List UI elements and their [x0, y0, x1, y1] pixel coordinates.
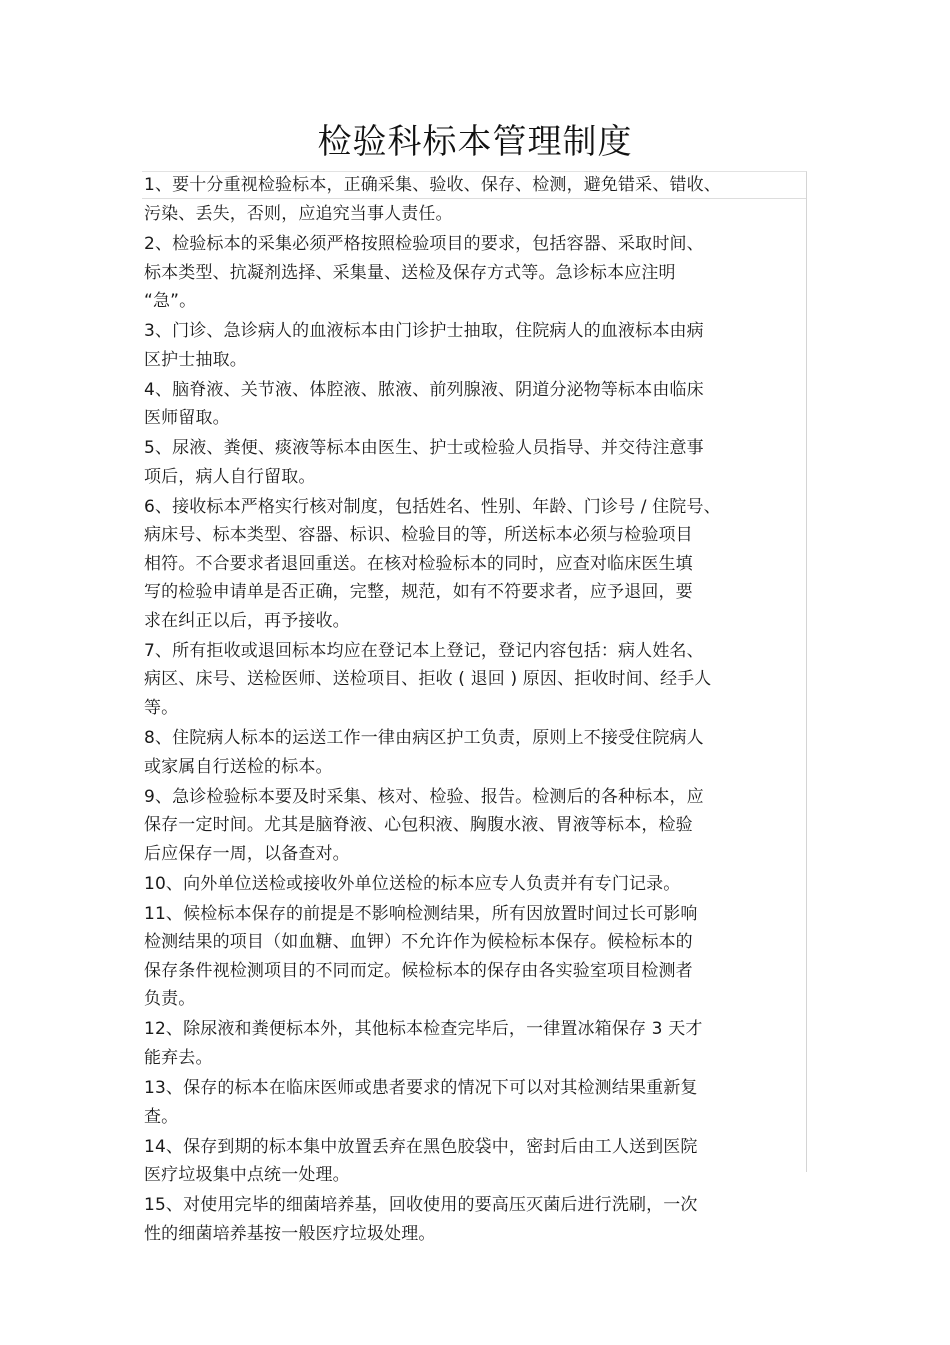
paragraph-line: 8、住院病人标本的运送工作一律由病区护工负责，原则上不接受住院病人 — [144, 728, 704, 749]
paragraph-2 — [144, 230, 804, 316]
paragraph-15 — [144, 1191, 804, 1248]
paragraph-line: 或家属自行送检的标本。 — [144, 756, 333, 777]
paragraph-line: 检测结果的项目（如血糖、血钾）不允许作为候检标本保存。候检标本的 — [144, 932, 693, 953]
paragraph-line: 污染、丢失，否则，应追究当事人责任。 — [144, 203, 453, 224]
paragraph-line: 后应保存一周，以备查对。 — [144, 843, 350, 864]
paragraph-11 — [144, 900, 804, 1014]
paragraph-line: 14、保存到期的标本集中放置丢弃在黑色胶袋中，密封后由工人送到医院 — [144, 1136, 698, 1157]
paragraph-line: 相符。不合要求者退回重送。在核对检验标本的同时，应查对临床医生填 — [144, 553, 693, 574]
paragraph-6 — [144, 493, 804, 636]
paragraph-line: 13、保存的标本在临床医师或患者要求的情况下可以对其检测结果重新复 — [144, 1078, 698, 1099]
paragraph-line: 区护士抽取。 — [144, 349, 247, 370]
paragraph-line: 10、向外单位送检或接收外单位送检的标本应专人负责并有专门记录。 — [144, 873, 681, 894]
paragraph-line: 3、门诊、急诊病人的血液标本由门诊护士抽取，住院病人的血液标本由病 — [144, 321, 704, 342]
paragraph-line: 11、候检标本保存的前提是不影响检测结果，所有因放置时间过长可影响 — [144, 903, 698, 924]
paragraph-line: 6、接收标本严格实行核对制度，包括姓名、性别、年龄、门诊号 / 住院号、 — [144, 496, 721, 517]
paragraph-4 — [144, 376, 804, 433]
paragraph-line: 求在纠正以后，再予接收。 — [144, 610, 350, 631]
paragraph-line: 7、所有拒收或退回标本均应在登记本上登记，登记内容包括：病人姓名、 — [144, 640, 704, 661]
paragraph-line: 12、除尿液和粪便标本外，其他标本检查完毕后，一律置冰箱保存 3 天才 — [144, 1019, 703, 1040]
paragraph-line: 4、脑脊液、关节液、体腔液、脓液、前列腺液、阴道分泌物等标本由临床 — [144, 379, 704, 400]
paragraph-8 — [144, 724, 804, 781]
paragraph-line: 1、要十分重视检验标本，正确采集、验收、保存、检测，避免错采、错收、 — [144, 175, 721, 195]
paragraph-line: 项后，病人自行留取。 — [144, 466, 316, 487]
paragraph-line: 2、检验标本的采集必须严格按照检验项目的要求，包括容器、采取时间、 — [144, 234, 704, 254]
paragraph-line: 医疗垃圾集中点统一处理。 — [144, 1165, 350, 1186]
paragraph-10 — [144, 870, 804, 899]
document-body — [144, 171, 804, 1248]
paragraph-line: 能弃去。 — [144, 1047, 213, 1068]
paragraph-line: 负责。 — [144, 989, 196, 1010]
paragraph-line: 查。 — [144, 1106, 179, 1127]
paragraph-5 — [144, 434, 804, 491]
paragraph-13 — [144, 1074, 804, 1131]
paragraph-line: 性的细菌培养基按一般医疗垃圾处理。 — [144, 1223, 436, 1244]
paragraph-line: “急”。 — [144, 291, 197, 311]
paragraph-line: 9、急诊检验标本要及时采集、核对、检验、报告。检测后的各种标本，应 — [144, 786, 704, 807]
paragraph-line: 等。 — [144, 697, 179, 718]
paragraph-9 — [144, 783, 804, 869]
paragraph-line: 保存条件视检测项目的不同而定。候检标本的保存由各实验室项目检测者 — [144, 960, 693, 981]
paragraph-12 — [144, 1015, 804, 1072]
paragraph-line: 保存一定时间。尤其是脑脊液、心包积液、胸腹水液、胃液等标本，检验 — [144, 815, 693, 836]
paragraph-line: 5、尿液、粪便、痰液等标本由医生、护士或检验人员指导、并交待注意事 — [144, 438, 704, 459]
paragraph-14 — [144, 1133, 804, 1190]
paragraph-line: 医师留取。 — [144, 408, 230, 429]
document-title: 检验科标本管理制度 — [317, 122, 633, 162]
paragraph-1 — [144, 171, 804, 228]
paragraph-line: 15、对使用完毕的细菌培养基，回收使用的要高压灭菌后进行洗刷，一次 — [144, 1195, 698, 1216]
paragraph-line: 写的检验申请单是否正确，完整，规范，如有不符要求者，应予退回，要 — [144, 582, 693, 603]
paragraph-3 — [144, 317, 804, 374]
paragraph-line: 病区、床号、送检医师、送检项目、拒收 ( 退回 ) 原因、拒收时间、经手人 — [144, 669, 712, 690]
paragraph-7 — [144, 637, 804, 723]
paragraph-line: 标本类型、抗凝剂选择、采集量、送检及保存方式等。急诊标本应注明 — [144, 262, 676, 283]
paragraph-line: 病床号、标本类型、容器、标识、检验目的等，所送标本必须与检验项目 — [144, 525, 693, 546]
